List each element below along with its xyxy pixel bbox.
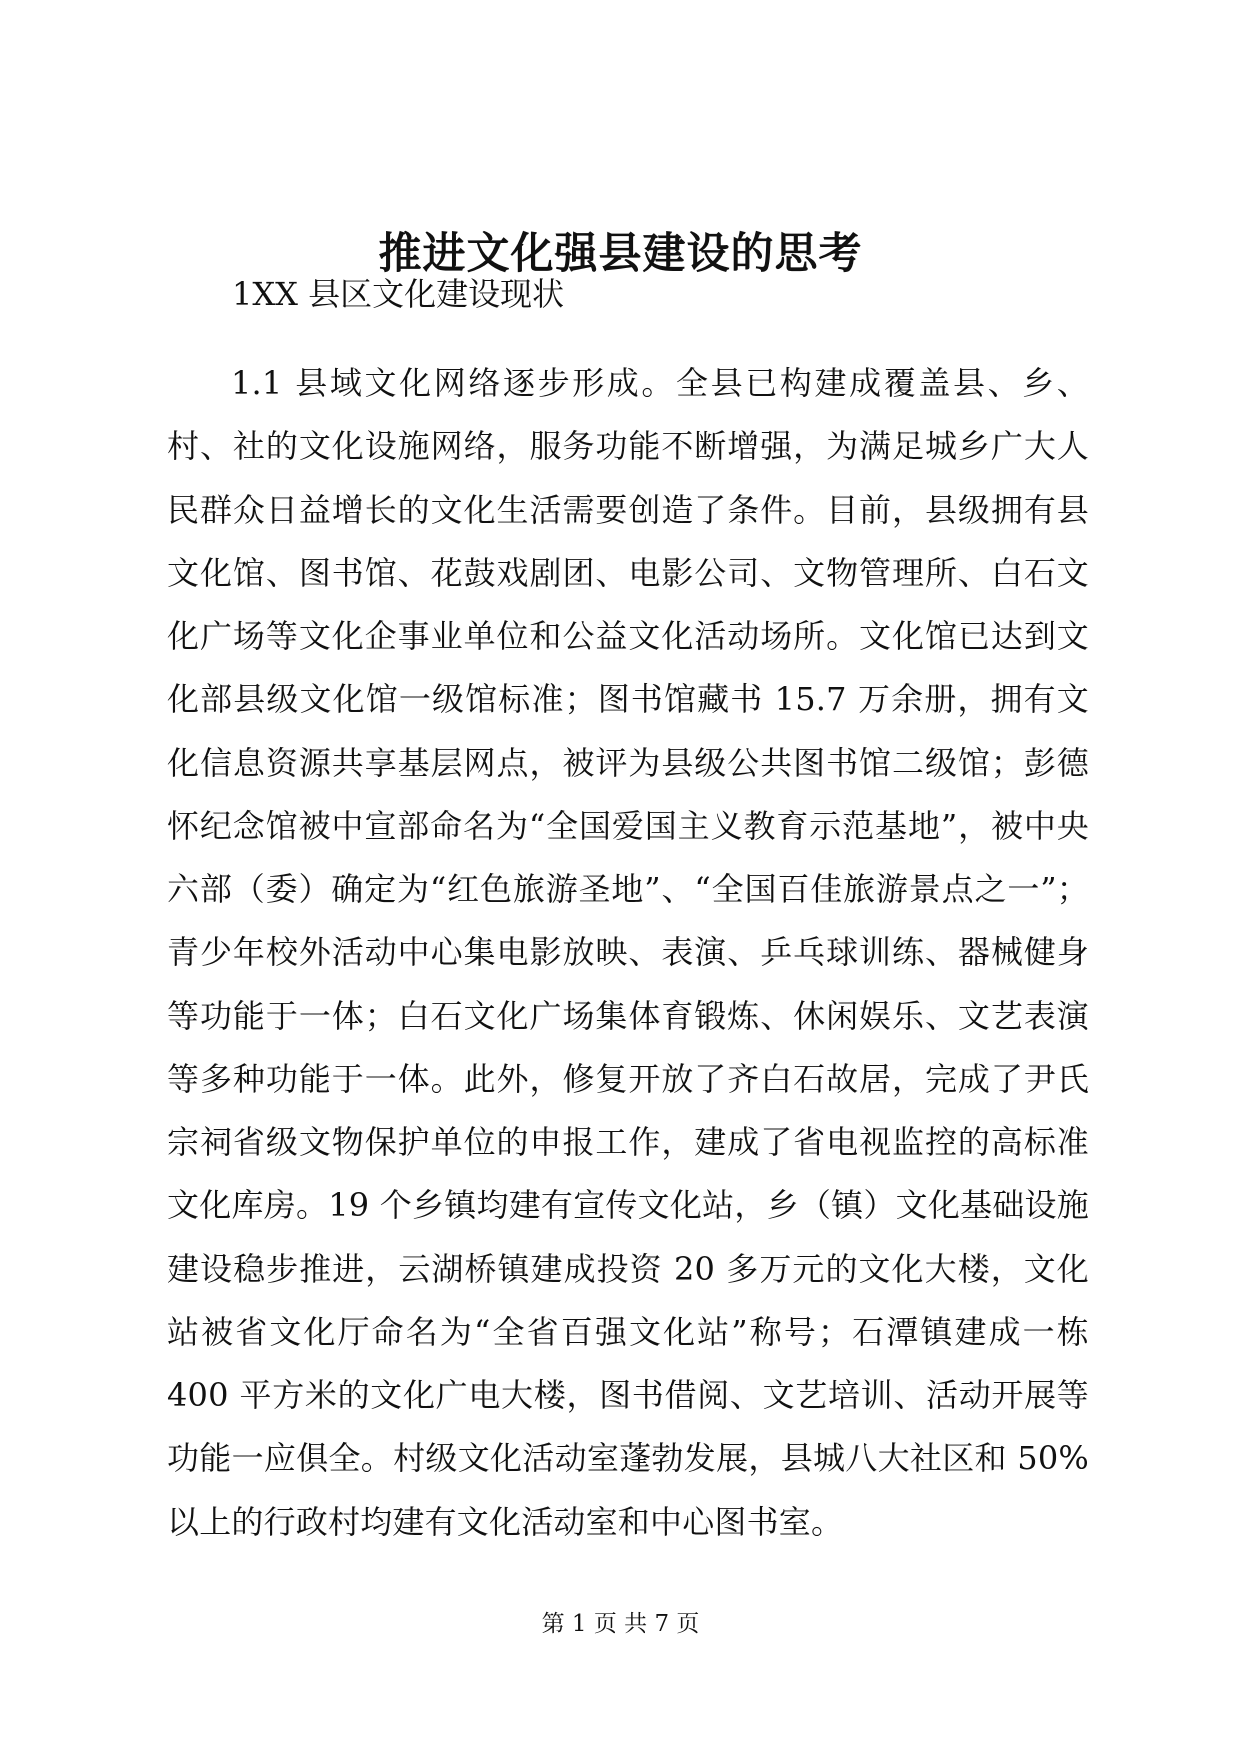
page-footer: 第 1 页 共 7 页: [541, 1611, 700, 1637]
section-heading: 1XX 县区文化建设现状: [232, 275, 565, 313]
body-paragraph: 1.1 县域文化网络逐步形成。全县已构建成覆盖县、乡、村、社的文化设施网络，服务功能不断增强，为满足城乡广大人民群众日益增长的文化生活需要创造了条件。目前，县级拥有县文化馆、图书馆、花鼓戏剧团、电影公司、文物管理所、白石文化广场等文化企事业单位和公益文化活动场所。文化馆已达到文化部县级文化馆一级馆标准；图书馆藏书 15.7 万余册，拥有文化信息资源共享基层网点，被评为县级公共图书馆二级馆；彭德怀纪念馆被中宣部命名为“全国爱国主义教育示范基地”，被中央六部（委）确定为“红色旅游圣地”、“全国百佳旅游景点之一”；青少年校外活动中心集电影放映、表演、乒乓球训练、器械健身等功能于一体；白石文化广场集体育锻炼、休闲娱乐、文艺表演等多种功能于一体。此外，修复开放了齐白石故居，完成了尹氏宗祠省级文物保护单位的申报工作，建成了省电视监控的高标准文化库房。19 个乡镇均建有宣传文化站，乡（镇）文化基础设施建设稳步推进，云湖桥镇建成投资 20 多万元的文化大楼，文化站被省文化厅命名为“全省百强文化站”称号；石潭镇建成一栋 400 平方米的文化广电大楼，图书借阅、文艺培训、活动开展等功能一应俱全。村级文化活动室蓬勃发展，县城八大社区和 50%以上的行政村均建有文化活动室和中心图书室。: [167, 364, 1089, 1541]
document-title: 推进文化强县建设的思考: [378, 229, 863, 279]
